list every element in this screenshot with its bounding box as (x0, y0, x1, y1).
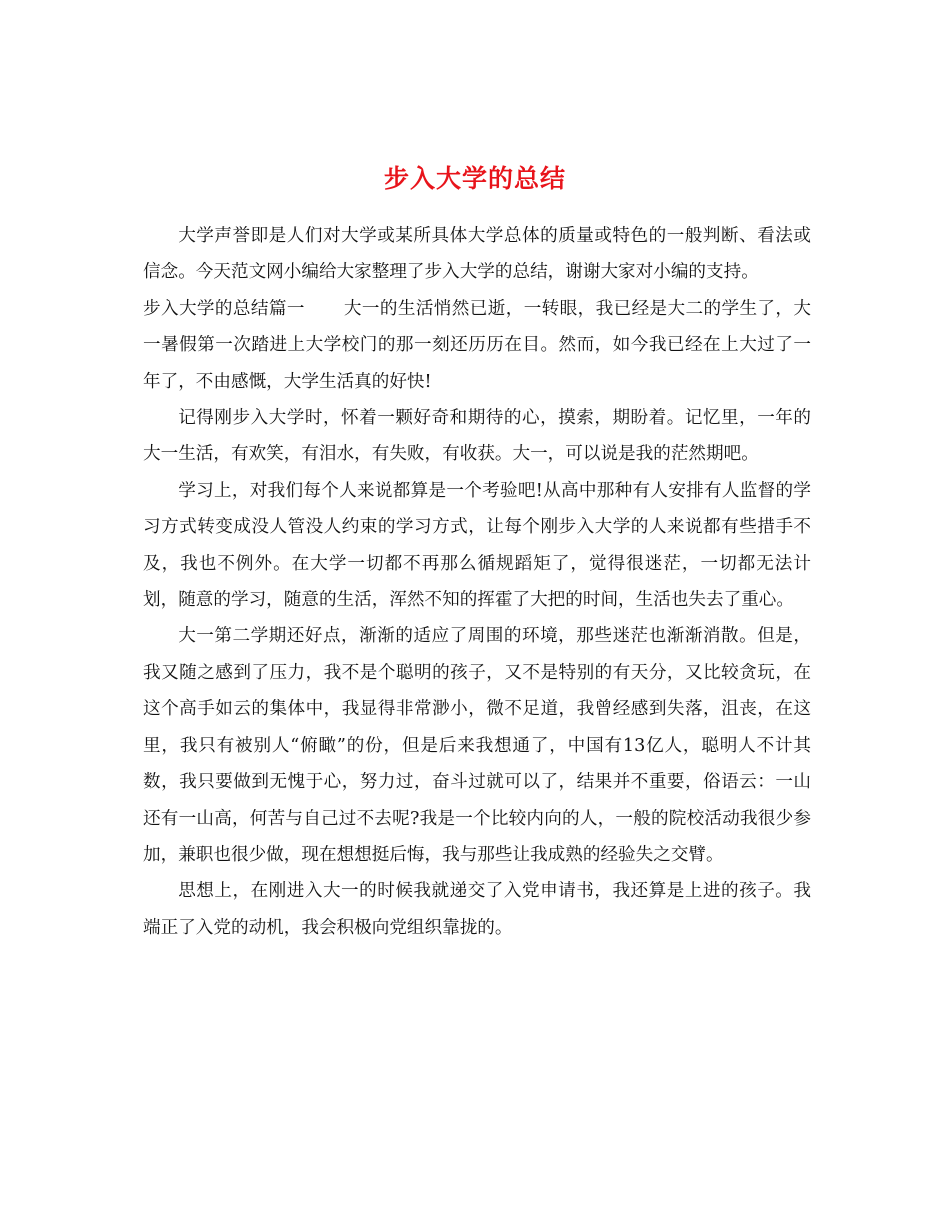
section-first-paragraph (143, 291, 811, 400)
body-paragraph: 思想上，在刚进入大一的时候我就递交了入党申请书，我还算是上进的孩子。我端正了入党的动机，我会积极向党组织靠拢的。 (143, 881, 811, 938)
document-body (143, 218, 811, 946)
section-first-text: 大一的生活悄然已逝，一转眼，我已经是大二的学生了，大一暑假第一次踏进上大学校门的那一刻还历历在目。然而，如今我已经在上大过了一年了，不由感慨，大学生活真的好快! (143, 298, 811, 392)
section-heading: 步入大学的总结篇一 (143, 298, 305, 319)
intro-paragraph: 大学声誉即是人们对大学或某所具体大学总体的质量或特色的一般判断、看法或信念。今天范文网小编给大家整理了步入大学的总结，谢谢大家对小编的支持。 (143, 226, 811, 283)
body-paragraph: 记得刚步入大学时，怀着一颗好奇和期待的心，摸索，期盼着。记忆里，一年的大一生活，有欢笑，有泪水，有失败，有收获。大一，可以说是我的茫然期吧。 (143, 408, 811, 465)
document-title: 步入大学的总结 (383, 163, 566, 193)
body-paragraph: 大一第二学期还好点，渐渐的适应了周围的环境，那些迷茫也渐渐消散。但是，我又随之感到了压力，我不是个聪明的孩子，又不是特别的有天分，又比较贪玩，在这个高手如云的集体中，我显得非常渺小，微不足道，我曾经感到失落，沮丧，在这里，我只有被别人“俯瞰”的份，但是后来我想通了，中国有13亿人，聪明人不计其数，我只要做到无愧于心，努力过，奋斗过就可以了，结果并不重要，俗语云：一山还有一山高，何苦与自己过不去呢?我是一个比较内向的人，一般的院校活动我很少参加，兼职也很少做，现在想想挺后悔，我与那些让我成熟的经验失之交臂。 (143, 626, 811, 865)
body-paragraph: 学习上，对我们每个人来说都算是一个考验吧!从高中那种有人安排有人监督的学习方式转变成没人管没人约束的学习方式，让每个刚步入大学的人来说都有些措手不及，我也不例外。在大学一切都不再那么循规蹈矩了，觉得很迷茫，一切都无法计划，随意的学习，随意的生活，浑然不知的挥霍了大把的时间，生活也失去了重心。 (143, 480, 811, 611)
